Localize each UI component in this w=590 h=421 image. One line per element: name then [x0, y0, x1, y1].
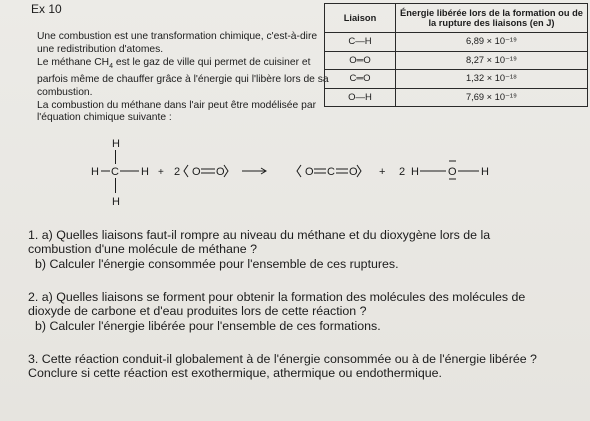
- table-row: [325, 33, 588, 52]
- plus-sign-2: +: [379, 166, 386, 178]
- question-2a-line-1: 2. a) Quelles liaisons se forment pour obtenir la formation des molécules des molécules de: [28, 290, 526, 304]
- question-3-line-1: 3. Cette réaction conduit-il globalement à de l'énergie consommée ou à de l'énergie libérée ?: [28, 352, 537, 366]
- methane-subscript: 4: [109, 62, 114, 70]
- intro-paragraph-1: Une combustion est une transformation chimique, c'est-à-dire une redistribution d'atomes.: [37, 31, 318, 55]
- intro-text: [37, 31, 337, 125]
- question-1a-line-1: 1. a) Quelles liaisons faut-il rompre au niveau du méthane et du dioxygène lors de la: [28, 228, 491, 242]
- bond-cell: O═O: [325, 51, 396, 70]
- co2-o1: O: [305, 166, 314, 178]
- question-2a: [28, 290, 525, 319]
- question-1a: [28, 228, 490, 257]
- oxygen-o2: O: [216, 166, 225, 178]
- question-2a-line-2: dioxyde de carbone et d'eau produites lors de cette réaction ?: [28, 304, 367, 319]
- co2-c: C: [327, 166, 335, 178]
- oxygen-coefficient: 2: [174, 166, 181, 178]
- intro-paragraph-3: La combustion du méthane dans l'air peut être modélisée par l'équation chimique suivante :: [37, 99, 317, 124]
- table-row: [325, 88, 588, 107]
- chemical-equation: [92, 137, 572, 217]
- energy-cell: 1,32 × 10⁻¹⁸: [396, 70, 588, 89]
- plus-sign-1: +: [158, 167, 164, 178]
- question-3-line-2: Conclure si cette réaction est exothermique, athermique ou endothermique.: [28, 366, 442, 381]
- methane-h-left: H: [91, 166, 99, 178]
- table-header-bond: Liaison: [325, 4, 396, 33]
- question-2b: b) Calculer l'énergie libérée pour l'ensemble de ces formations.: [35, 319, 381, 333]
- energy-cell: 8,27 × 10⁻¹⁹: [396, 51, 588, 70]
- co2-o2: O: [349, 166, 358, 178]
- methane-h-right: H: [141, 166, 149, 178]
- bond-energy-table: [324, 3, 588, 107]
- question-1a-line-2: combustion d'une molécule de méthane ?: [28, 242, 257, 257]
- water-o: O: [448, 166, 457, 178]
- water-coefficient: 2: [399, 166, 406, 178]
- methane-h-top: H: [112, 138, 120, 150]
- methane-h-bottom: H: [112, 196, 120, 208]
- methane-label: Le méthane CH: [37, 56, 110, 68]
- table-header-energy: Énergie libérée lors de la formation ou de la rupture des liaisons (en J): [396, 4, 588, 33]
- question-3: [28, 352, 537, 381]
- equation-drawing: [92, 137, 572, 217]
- intro-paragraph-2-rest: est le gaz de ville qui permet de cuisiner et parfois même de chauffer grâce à l'énergie qui l'libère lors de sa combustion.: [37, 56, 329, 98]
- exercise-title: Ex 10: [31, 2, 62, 16]
- energy-cell: 7,69 × 10⁻¹⁹: [396, 88, 588, 107]
- bond-cell: O—H: [325, 88, 396, 107]
- oxygen-o1: O: [192, 166, 201, 178]
- table-row: [325, 70, 588, 89]
- question-1b: b) Calculer l'énergie consommée pour l'ensemble de ces ruptures.: [35, 257, 399, 271]
- methane-c: C: [111, 166, 119, 178]
- water-h2: H: [481, 166, 489, 178]
- table-row: [325, 51, 588, 70]
- water-h1: H: [411, 166, 419, 178]
- bond-cell: C—H: [325, 33, 396, 52]
- energy-cell: 6,89 × 10⁻¹⁹: [396, 33, 588, 52]
- bond-cell: C═O: [325, 70, 396, 89]
- intro-paragraph-2: [37, 57, 337, 100]
